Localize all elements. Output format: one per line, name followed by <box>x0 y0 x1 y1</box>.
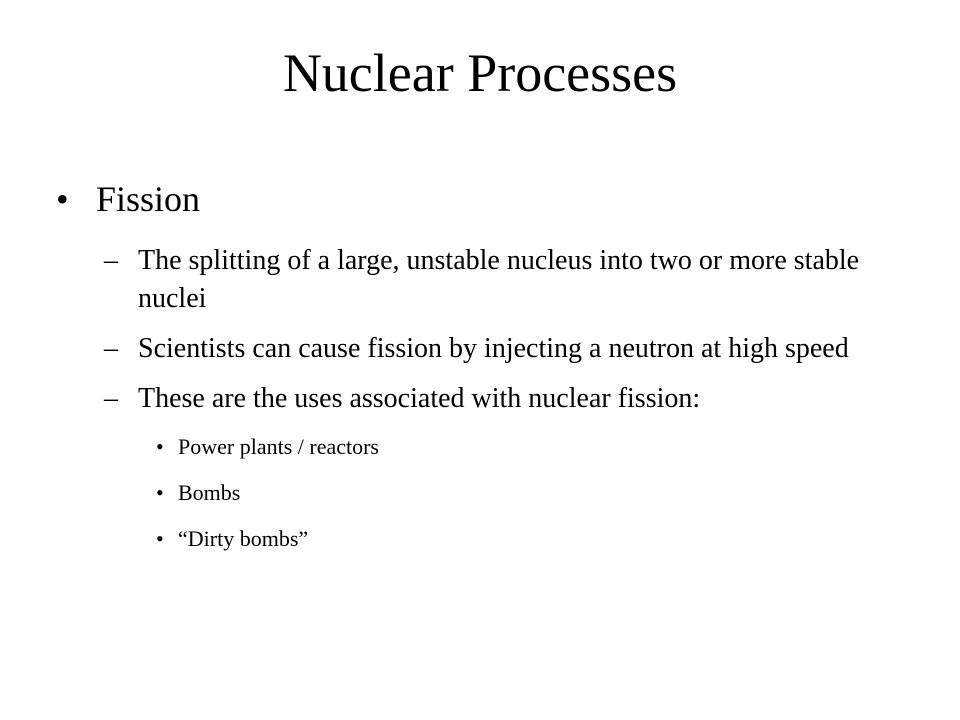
dash-icon: – <box>104 383 118 414</box>
bullet-text: Fission <box>96 179 201 219</box>
slide-title: Nuclear Processes <box>282 43 678 103</box>
bullet-fission <box>56 176 916 222</box>
sub-bullet-text: The splitting of a large, unstable nucleus into two or more stable nuclei <box>138 245 860 314</box>
sub-bullet-uses <box>104 380 894 418</box>
sub-bullet-text: These are the uses associated with nuclear fission: <box>138 383 701 414</box>
slide-content <box>56 176 916 570</box>
list-item <box>156 524 916 554</box>
sub-bullet-definition <box>104 242 894 318</box>
list-item-text: “Dirty bombs” <box>178 526 309 551</box>
list-item-text: Bombs <box>178 480 241 505</box>
bullet-icon: • <box>156 434 164 459</box>
list-item <box>156 432 916 462</box>
dash-icon: – <box>104 333 118 364</box>
sub-bullet-text: Scientists can cause fission by injecting a neutron at high speed <box>138 333 849 364</box>
bullet-icon: • <box>156 480 164 505</box>
bullet-icon: • <box>156 526 164 551</box>
list-item <box>156 478 916 508</box>
bullet-icon: • <box>56 179 69 219</box>
list-item-text: Power plants / reactors <box>178 434 379 459</box>
dash-icon: – <box>104 245 118 276</box>
uses-list <box>56 432 916 554</box>
sub-bullet-method <box>104 330 894 368</box>
